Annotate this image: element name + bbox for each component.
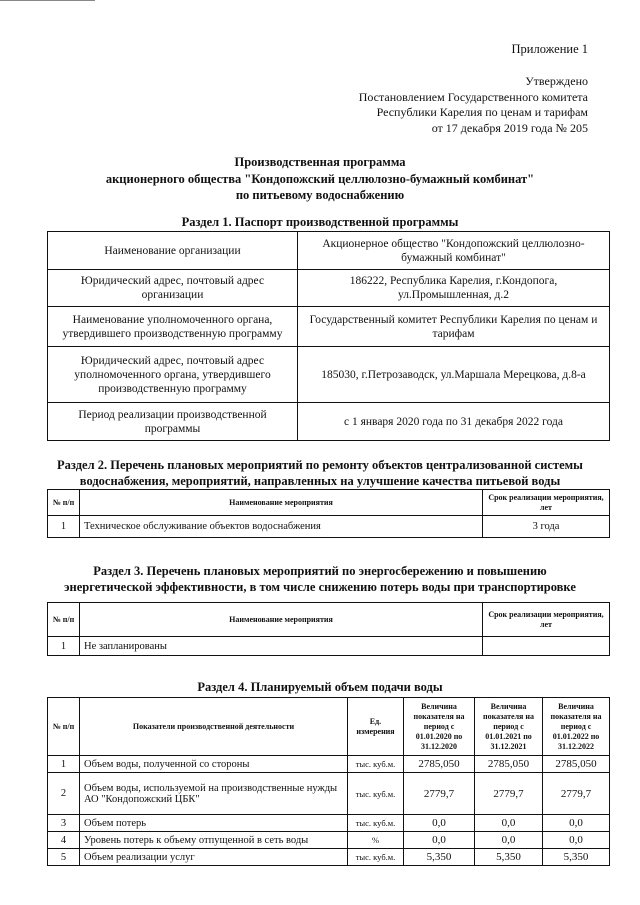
row-value-2021: 0,0 [475,815,543,832]
col-name-header: Наименование мероприятия [80,603,483,637]
scan-edge-line [0,0,95,1]
row-name: Не запланированы [80,637,483,656]
row-num: 1 [48,637,80,656]
row-value-2021: 5,350 [475,849,543,866]
row-name: Техническое обслуживание объектов водоснабжения [80,516,483,538]
row-value-2020: 5,350 [404,849,475,866]
table-row [48,815,610,832]
table-row [48,232,610,270]
section4-heading: Раздел 4. Планируемый объем подачи воды [197,680,443,694]
col-period-2021-header: Величина показателя на период с 01.01.2021 по 31.12.2021 [475,698,543,756]
col-num-header: № п/п [48,698,80,756]
section2-heading-line2: водоснабжения, мероприятий, направленных на улучшение качества питьевой воды [79,474,561,488]
col-period-2022-header: Величина показателя на период с 01.01.2022 по 31.12.2022 [543,698,610,756]
row-indicator: Объем потерь [80,815,348,832]
table-row [48,270,610,307]
row-value-2020: 2779,7 [404,773,475,815]
col-num-header: № п/п [48,490,80,516]
section2-heading-line1: Раздел 2. Перечень плановых мероприятий по ремонту объектов централизованной системы [57,458,583,472]
passport-value: Акционерное общество "Кондопожский целлюлозно-бумажный комбинат" [298,232,610,270]
row-term: 3 года [483,516,610,538]
table-row [48,832,610,849]
section3-heading-line2: энергетической эффективности, в том числе снижению потерь воды при транспортировке [64,580,576,594]
row-num: 1 [48,756,80,773]
table-row [48,637,610,656]
row-num: 2 [48,773,80,815]
title-line3: по питьевому водоснабжению [235,188,405,202]
energy-measures-table [47,602,610,656]
table-row [48,307,610,347]
col-name-header: Наименование мероприятия [80,490,483,516]
approval-date: от 17 декабря 2019 года № 205 [431,120,588,135]
appendix-label: Приложение 1 [511,42,588,56]
passport-value: 185030, г.Петрозаводск, ул.Маршала Мерецкова, д.8-а [298,347,610,403]
row-value-2020: 2785,050 [404,756,475,773]
table-row [48,516,610,538]
col-indicator-header: Показатели производственной деятельности [80,698,348,756]
row-num: 1 [48,516,80,538]
table-row [48,347,610,403]
row-unit: % [348,832,404,849]
section1-heading: Раздел 1. Паспорт производственной программы [181,215,459,229]
row-value-2020: 0,0 [404,815,475,832]
table-row [48,773,610,815]
approved-by-line2: Республики Карелия по ценам и тарифам [376,105,588,119]
row-num: 3 [48,815,80,832]
passport-value: 186222, Республика Карелия, г.Кондопога, ул.Промышленная, д.2 [298,270,610,307]
row-value-2022: 0,0 [543,832,610,849]
row-num: 4 [48,832,80,849]
col-term-header: Срок реализации мероприятия, лет [483,603,610,637]
passport-label: Юридический адрес, почтовый адрес организации [48,270,298,307]
table-row [48,403,610,441]
row-unit: тыс. куб.м. [348,815,404,832]
title-line2: акционерного общества "Кондопожский целлюлозно-бумажный комбинат" [105,171,535,186]
section2-heading [0,457,640,489]
passport-table [47,231,610,441]
row-value-2021: 0,0 [475,832,543,849]
repair-measures-table [47,489,610,538]
approval-block [359,74,588,136]
col-term-header: Срок реализации мероприятия, лет [483,490,610,516]
row-value-2021: 2779,7 [475,773,543,815]
col-unit-header: Ед. измерения [348,698,404,756]
row-value-2020: 0,0 [404,832,475,849]
row-indicator: Объем реализации услуг [80,849,348,866]
table-row [48,849,610,866]
row-unit: тыс. куб.м. [348,773,404,815]
row-unit: тыс. куб.м. [348,849,404,866]
col-num-header: № п/п [48,603,80,637]
title-line1: Производственная программа [234,155,406,169]
row-term [483,637,610,656]
table-header-row [48,490,610,516]
approved-word: Утверждено [525,74,588,88]
row-unit: тыс. куб.м. [348,756,404,773]
table-row [48,756,610,773]
row-value-2022: 2779,7 [543,773,610,815]
passport-value: с 1 января 2020 года по 31 декабря 2022 года [298,403,610,441]
section3-heading-line1: Раздел 3. Перечень плановых мероприятий по энергосбережению и повышению [93,564,547,578]
row-value-2021: 2785,050 [475,756,543,773]
water-supply-volume-table [47,697,610,866]
row-indicator: Объем воды, полученной со стороны [80,756,348,773]
table-header-row [48,603,610,637]
row-value-2022: 0,0 [543,815,610,832]
table-header-row [48,698,610,756]
col-period-2020-header: Величина показателя на период с 01.01.2020 по 31.12.2020 [404,698,475,756]
passport-label: Период реализации производственной программы [48,403,298,441]
section3-heading [0,563,640,595]
row-value-2022: 2785,050 [543,756,610,773]
approved-by-line1: Постановлением Государственного комитета [358,89,588,104]
passport-label: Наименование организации [48,232,298,270]
row-indicator: Уровень потерь к объему отпущенной в сеть воды [80,832,348,849]
passport-label: Наименование уполномоченного органа, утвердившего производственную программу [48,307,298,347]
passport-value: Государственный комитет Республики Карелия по ценам и тарифам [298,307,610,347]
document-title [0,154,640,204]
row-indicator: Объем воды, используемой на производственные нужды АО "Кондопожский ЦБК" [80,773,348,815]
row-num: 5 [48,849,80,866]
passport-label: Юридический адрес, почтовый адрес уполномоченного органа, утвердившего производственную программу [48,347,298,403]
row-value-2022: 5,350 [543,849,610,866]
